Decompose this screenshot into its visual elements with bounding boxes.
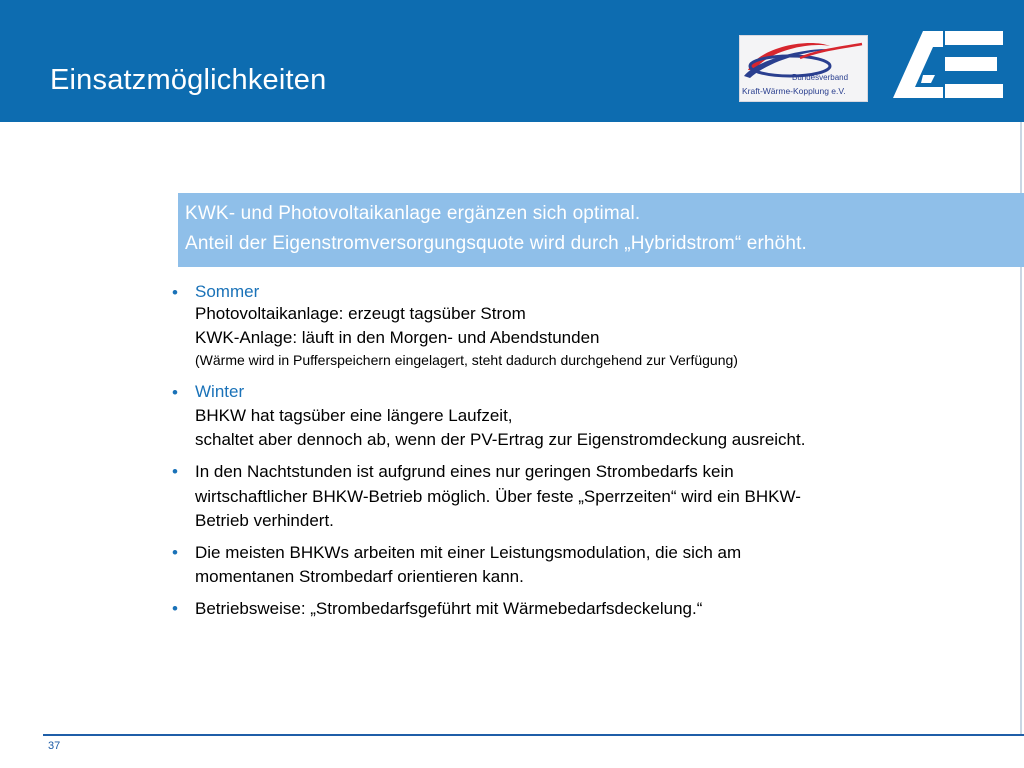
bullet-line: KWK-Anlage: läuft in den Morgen- und Abendstunden	[195, 328, 600, 347]
highlight-line-1: KWK- und Photovoltaikanlage ergänzen sich optimal.	[185, 203, 641, 224]
bkwk-logo-line2: Kraft-Wärme-Kopplung e.V.	[742, 86, 846, 96]
bullet-marker: •	[172, 383, 178, 402]
bullet-title-winter: Winter	[195, 382, 245, 401]
bullet-title-sommer: Sommer	[195, 282, 260, 301]
bullet-line: Betrieb verhindert.	[195, 511, 334, 530]
bullet-marker: •	[172, 543, 178, 562]
bullet-line: momentanen Strombedarf orientieren kann.	[195, 567, 524, 586]
bullet-line: Betriebsweise: „Strombedarfsgeführt mit Wärmebedarfsdeckelung.“	[195, 599, 703, 618]
bullet-line: wirtschaftlicher BHKW-Betrieb möglich. Über feste „Sperrzeiten“ wird ein BHKW-	[195, 487, 801, 506]
bullet-marker: •	[172, 283, 178, 302]
bullet-line: BHKW hat tagsüber eine längere Laufzeit,	[195, 406, 513, 425]
bullet-line: schaltet aber dennoch ab, wenn der PV-Ertrag zur Eigenstromdeckung ausreicht.	[195, 430, 806, 449]
bullet-line: Die meisten BHKWs arbeiten mit einer Leistungsmodulation, die sich am	[195, 543, 742, 562]
bullet-marker: •	[172, 462, 178, 481]
bullet-note: (Wärme wird in Pufferspeichern eingelagert, steht dadurch durchgehend zur Verfügung)	[195, 352, 738, 368]
bkwk-logo-line1: Bundesverband	[792, 73, 849, 82]
highlight-line-2: Anteil der Eigenstromversorgungsquote wird durch „Hybridstrom“ erhöht.	[185, 233, 807, 254]
bullet-marker: •	[172, 599, 178, 618]
slide-title: Einsatzmöglichkeiten	[50, 64, 327, 96]
bullet-line: In den Nachtstunden ist aufgrund eines nur geringen Strombedarfs kein	[195, 462, 734, 481]
page-number: 37	[48, 740, 61, 752]
footer-divider	[43, 734, 1024, 736]
bullet-line: Photovoltaikanlage: erzeugt tagsüber Strom	[195, 304, 526, 323]
